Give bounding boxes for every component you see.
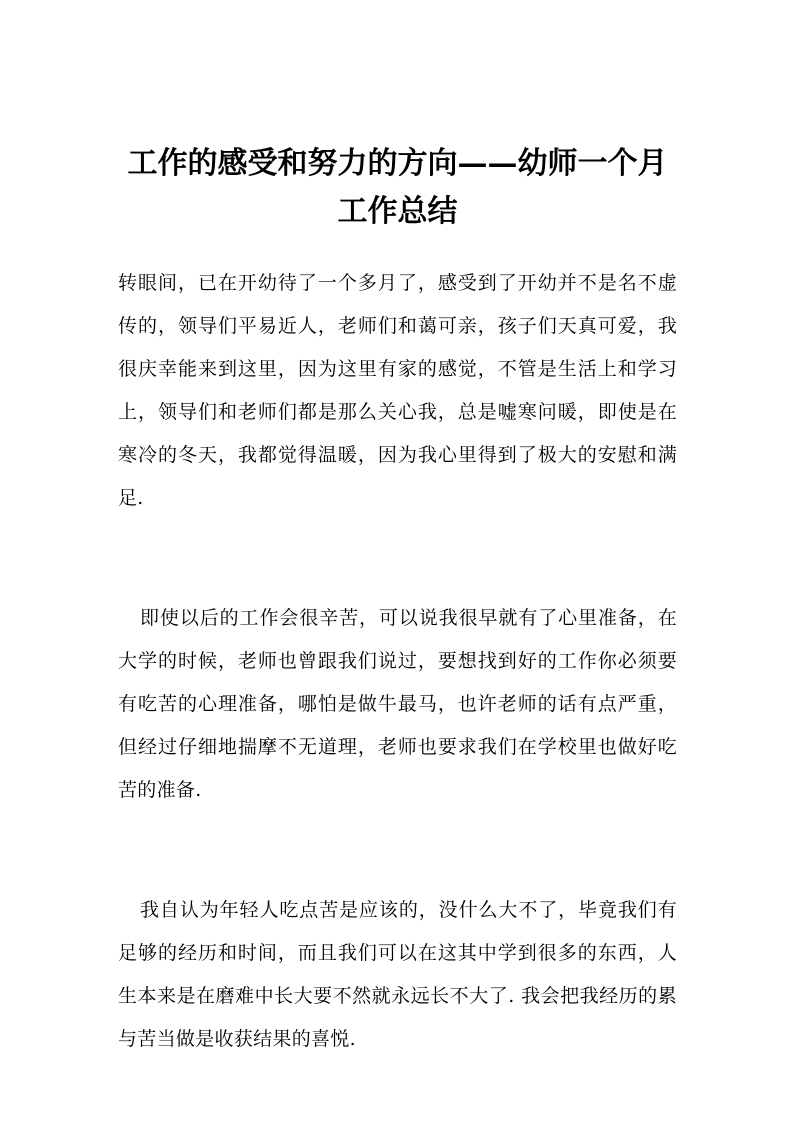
document-paragraph: 转眼间，已在开幼待了一个多月了，感受到了开幼并不是名不虚传的，领导们平易近人，老师们和蔼可亲，孩子们天真可爱，我很庆幸能来到这里，因为这里有家的感觉，不管是生活上和学习上，领导们和老师们都是那么关心我，总是嘘寒问暖，即使是在寒冷的冬天，我都觉得温暖，因为我心里得到了极大的安慰和满足. (118, 272, 677, 509)
document-body (118, 262, 677, 1061)
document-paragraph: 即使以后的工作会很辛苦，可以说我很早就有了心里准备，在大学的时候，老师也曾跟我们说过，要想找到好的工作你必须要有吃苦的心理准备，哪怕是做牛最马，也许老师的话有点严重，但经过仔细地揣摩不无道理，老师也要求我们在学校里也做好吃苦的准备. (118, 607, 677, 801)
document-title: 工作的感受和努力的方向——幼师一个月工作总结 (127, 146, 668, 229)
document-paragraph: 我自认为年轻人吃点苦是应该的，没什么大不了，毕竟我们有足够的经历和时间，而且我们可以在这其中学到很多的东西，人生本来是在磨难中长大要不然就永远长不大了. 我会把我经历的累与苦当做是收获结果的喜悦. (118, 899, 677, 1050)
